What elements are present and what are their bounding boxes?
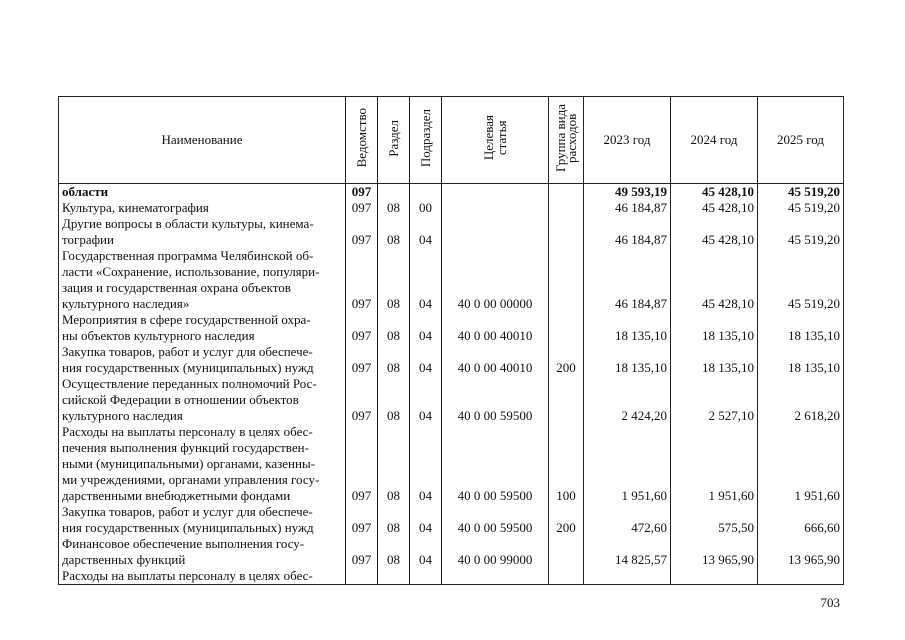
cell-ved bbox=[346, 568, 378, 585]
header-target: Целевая статья bbox=[442, 97, 549, 184]
cell-group: 200 bbox=[549, 344, 584, 376]
table-row bbox=[59, 248, 844, 312]
cell-podrazdel: 04 bbox=[410, 504, 442, 536]
cell-y2023: 472,60 bbox=[584, 504, 671, 536]
cell-ved: 097 bbox=[346, 344, 378, 376]
cell-target bbox=[442, 184, 549, 201]
cell-group bbox=[549, 536, 584, 568]
cell-podrazdel: 04 bbox=[410, 248, 442, 312]
cell-target: 40 0 00 59500 bbox=[442, 376, 549, 424]
table-row bbox=[59, 184, 844, 201]
table-row bbox=[59, 424, 844, 504]
cell-podrazdel: 04 bbox=[410, 216, 442, 248]
cell-group bbox=[549, 376, 584, 424]
cell-podrazdel: 00 bbox=[410, 200, 442, 216]
cell-razdel: 08 bbox=[378, 504, 410, 536]
cell-name: Финансовое обеспечение выполнения госу- дарственных функций bbox=[59, 536, 346, 568]
cell-y2025: 1 951,60 bbox=[758, 424, 844, 504]
cell-target bbox=[442, 200, 549, 216]
table-row bbox=[59, 216, 844, 248]
cell-y2023: 46 184,87 bbox=[584, 248, 671, 312]
header-ved: Ведомство bbox=[346, 97, 378, 184]
cell-y2025 bbox=[758, 568, 844, 585]
cell-ved: 097 bbox=[346, 184, 378, 201]
cell-podrazdel bbox=[410, 184, 442, 201]
cell-podrazdel: 04 bbox=[410, 424, 442, 504]
cell-ved: 097 bbox=[346, 248, 378, 312]
header-razdel: Раздел bbox=[378, 97, 410, 184]
cell-y2025: 2 618,20 bbox=[758, 376, 844, 424]
cell-target: 40 0 00 40010 bbox=[442, 312, 549, 344]
cell-target bbox=[442, 568, 549, 585]
cell-ved: 097 bbox=[346, 424, 378, 504]
cell-group bbox=[549, 200, 584, 216]
cell-y2024: 2 527,10 bbox=[671, 376, 758, 424]
cell-name: Мероприятия в сфере государственной охра- ны объектов культурного наследия bbox=[59, 312, 346, 344]
cell-name: Государственная программа Челябинской об- ласти «Сохранение, использование, популяри- зация и государственная охрана объектов культурного наследия» bbox=[59, 248, 346, 312]
cell-razdel bbox=[378, 568, 410, 585]
header-group: Группа вида расходов bbox=[549, 97, 584, 184]
header-podrazdel: Подраздел bbox=[410, 97, 442, 184]
cell-name: Расходы на выплаты персоналу в целях обес- печения выполнения функций государствен- ными (муниципальными) органами, казенны- ми учреждениями, органами управления госу- дарственными внебюджетными фондами bbox=[59, 424, 346, 504]
page-number: 703 bbox=[820, 595, 840, 610]
cell-y2024: 18 135,10 bbox=[671, 312, 758, 344]
cell-group: 100 bbox=[549, 424, 584, 504]
table-row bbox=[59, 376, 844, 424]
table-row bbox=[59, 200, 844, 216]
cell-y2023: 46 184,87 bbox=[584, 200, 671, 216]
table-row bbox=[59, 536, 844, 568]
cell-y2024: 45 428,10 bbox=[671, 248, 758, 312]
cell-podrazdel: 04 bbox=[410, 344, 442, 376]
cell-y2023: 18 135,10 bbox=[584, 312, 671, 344]
cell-y2023 bbox=[584, 568, 671, 585]
cell-ved: 097 bbox=[346, 536, 378, 568]
cell-y2023: 46 184,87 bbox=[584, 216, 671, 248]
table-row bbox=[59, 344, 844, 376]
cell-y2024: 13 965,90 bbox=[671, 536, 758, 568]
cell-y2024 bbox=[671, 568, 758, 585]
cell-y2025: 45 519,20 bbox=[758, 248, 844, 312]
header-name: Наименование bbox=[59, 97, 346, 184]
cell-podrazdel: 04 bbox=[410, 312, 442, 344]
cell-razdel: 08 bbox=[378, 248, 410, 312]
cell-y2024: 45 428,10 bbox=[671, 216, 758, 248]
cell-group bbox=[549, 568, 584, 585]
cell-podrazdel: 04 bbox=[410, 536, 442, 568]
cell-y2024: 575,50 bbox=[671, 504, 758, 536]
header-2023: 2023 год bbox=[584, 97, 671, 184]
cell-y2024: 45 428,10 bbox=[671, 200, 758, 216]
cell-razdel: 08 bbox=[378, 424, 410, 504]
cell-y2024: 18 135,10 bbox=[671, 344, 758, 376]
cell-razdel: 08 bbox=[378, 376, 410, 424]
cell-group bbox=[549, 216, 584, 248]
cell-group bbox=[549, 184, 584, 201]
cell-name: Осуществление переданных полномочий Рос- сийской Федерации в отношении объектов культурного наследия bbox=[59, 376, 346, 424]
cell-y2023: 49 593,19 bbox=[584, 184, 671, 201]
cell-target: 40 0 00 99000 bbox=[442, 536, 549, 568]
cell-razdel: 08 bbox=[378, 344, 410, 376]
cell-name: области bbox=[59, 184, 346, 201]
cell-target bbox=[442, 216, 549, 248]
cell-ved: 097 bbox=[346, 216, 378, 248]
cell-y2025: 45 519,20 bbox=[758, 200, 844, 216]
table-row bbox=[59, 504, 844, 536]
cell-y2023: 1 951,60 bbox=[584, 424, 671, 504]
cell-razdel: 08 bbox=[378, 536, 410, 568]
header-2024: 2024 год bbox=[671, 97, 758, 184]
cell-y2023: 18 135,10 bbox=[584, 344, 671, 376]
cell-y2023: 2 424,20 bbox=[584, 376, 671, 424]
cell-name: Культура, кинематография bbox=[59, 200, 346, 216]
cell-y2024: 1 951,60 bbox=[671, 424, 758, 504]
cell-y2025: 45 519,20 bbox=[758, 184, 844, 201]
table-row bbox=[59, 312, 844, 344]
cell-y2024: 45 428,10 bbox=[671, 184, 758, 201]
cell-razdel: 08 bbox=[378, 216, 410, 248]
cell-y2025: 18 135,10 bbox=[758, 312, 844, 344]
cell-podrazdel: 04 bbox=[410, 376, 442, 424]
cell-podrazdel bbox=[410, 568, 442, 585]
cell-razdel: 08 bbox=[378, 200, 410, 216]
header-2025: 2025 год bbox=[758, 97, 844, 184]
cell-target: 40 0 00 59500 bbox=[442, 504, 549, 536]
cell-razdel bbox=[378, 184, 410, 201]
table-row bbox=[59, 568, 844, 585]
cell-ved: 097 bbox=[346, 504, 378, 536]
cell-y2023: 14 825,57 bbox=[584, 536, 671, 568]
table-header-row bbox=[59, 97, 844, 184]
cell-name: Закупка товаров, работ и услуг для обеспече- ния государственных (муниципальных) нужд bbox=[59, 344, 346, 376]
cell-name: Закупка товаров, работ и услуг для обеспече- ния государственных (муниципальных) нужд bbox=[59, 504, 346, 536]
cell-group bbox=[549, 312, 584, 344]
cell-y2025: 666,60 bbox=[758, 504, 844, 536]
cell-target: 40 0 00 40010 bbox=[442, 344, 549, 376]
cell-target: 40 0 00 00000 bbox=[442, 248, 549, 312]
cell-y2025: 18 135,10 bbox=[758, 344, 844, 376]
cell-ved: 097 bbox=[346, 200, 378, 216]
cell-y2025: 45 519,20 bbox=[758, 216, 844, 248]
cell-ved: 097 bbox=[346, 312, 378, 344]
cell-target: 40 0 00 59500 bbox=[442, 424, 549, 504]
cell-name: Другие вопросы в области культуры, кинема- тографии bbox=[59, 216, 346, 248]
cell-ved: 097 bbox=[346, 376, 378, 424]
cell-name: Расходы на выплаты персоналу в целях обес- bbox=[59, 568, 346, 585]
cell-y2025: 13 965,90 bbox=[758, 536, 844, 568]
cell-razdel: 08 bbox=[378, 312, 410, 344]
cell-group: 200 bbox=[549, 504, 584, 536]
budget-table bbox=[58, 96, 844, 585]
cell-group bbox=[549, 248, 584, 312]
